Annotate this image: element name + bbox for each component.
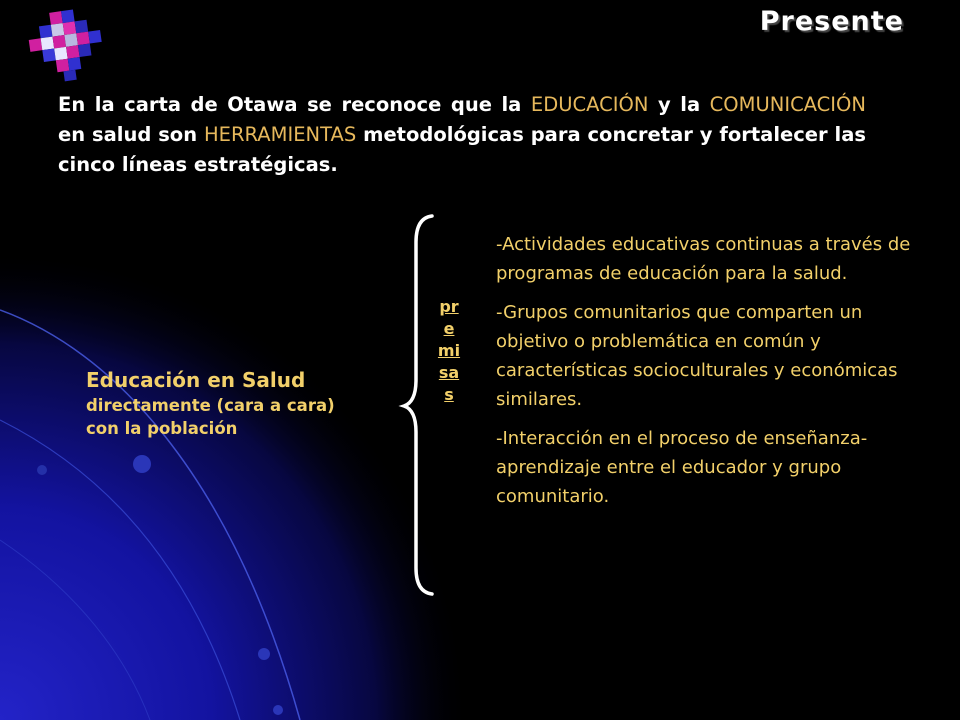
dot-decoration: [258, 648, 270, 660]
intro-text: En la carta de Otawa se reconoce que la: [58, 93, 531, 116]
education-block: [86, 366, 356, 440]
dot-decoration: [133, 455, 151, 473]
highlight-educacion: EDUCACIÓN: [530, 93, 649, 116]
list-item: -Interacción en el proceso de enseñanza-aprendizaje entre el educador y grupo comunitario.: [496, 428, 868, 507]
vertical-label-premisas: premisas: [437, 297, 461, 404]
premises-list: [496, 230, 936, 521]
list-item: -Grupos comunitarios que comparten un objetivo o problemática en común y características socioculturales y económicas similares.: [496, 302, 898, 410]
intro-paragraph: [58, 90, 866, 180]
education-title: Educación en Salud: [86, 368, 306, 392]
highlight-herramientas: HERRAMIENTAS: [204, 123, 357, 146]
mosaic-logo-icon: [24, 4, 120, 88]
list-item: -Actividades educativas continuas a través de programas de educación para la salud.: [496, 234, 911, 284]
dot-decoration: [273, 705, 283, 715]
dot-decoration: [37, 465, 47, 475]
curly-brace-icon: [398, 212, 438, 598]
education-subtitle: directamente (cara a cara) con la población: [86, 396, 335, 438]
intro-text: metodológicas para concretar y fortalecer las cinco líneas estratégicas.: [58, 123, 866, 176]
highlight-comunicacion: COMUNICACIÓN: [709, 93, 866, 116]
intro-text: y la: [648, 93, 710, 116]
slide-title: Presente: [759, 6, 904, 37]
intro-text: en salud son: [58, 123, 204, 146]
